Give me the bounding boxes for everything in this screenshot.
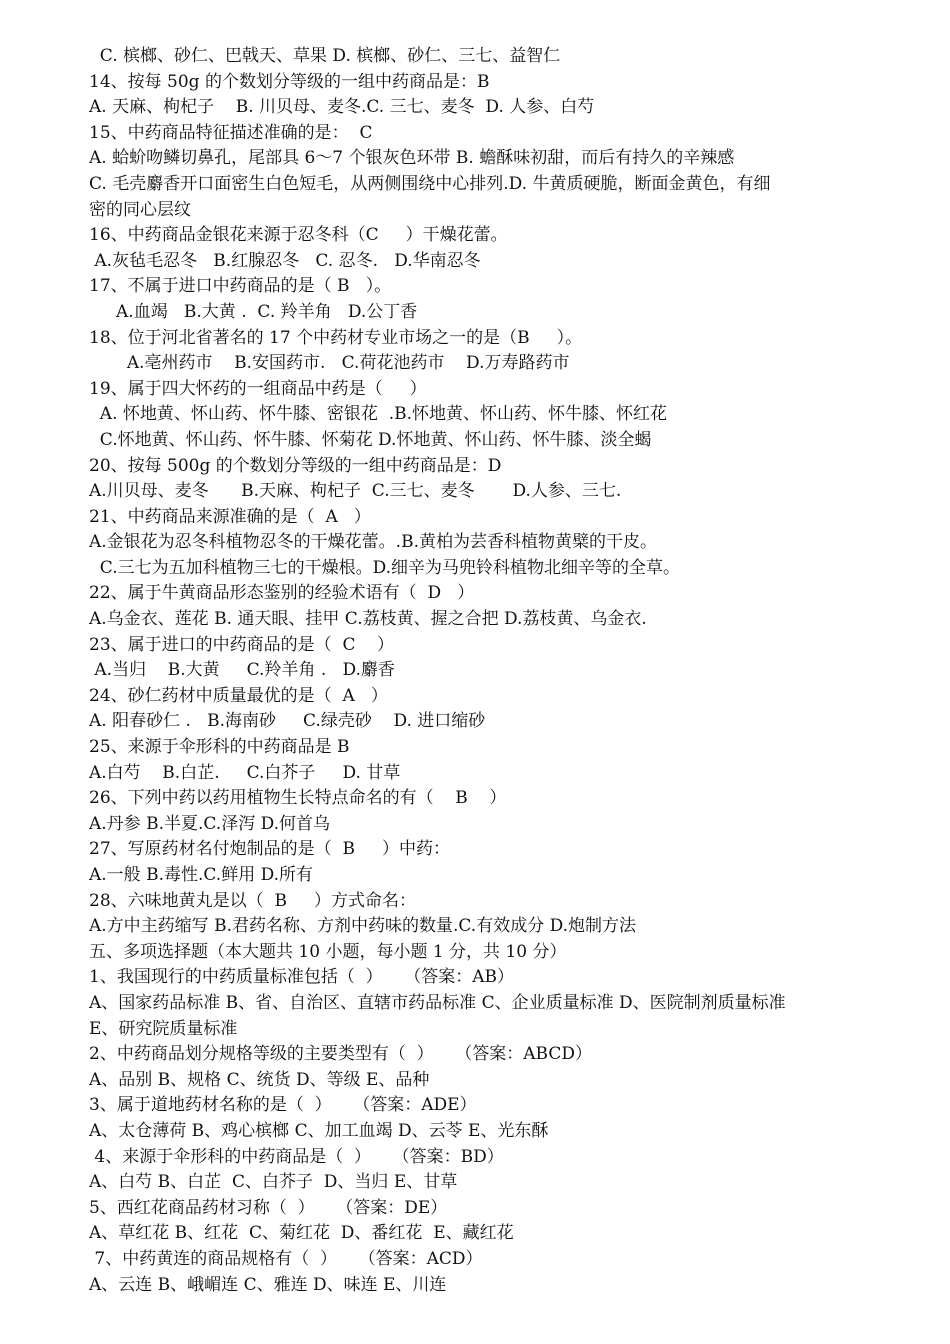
text-line: A、国家药品标准 B、省、自治区、直辖市药品标准 C、企业质量标准 D、医院制剂质量标准 — [89, 992, 786, 1013]
text-line: 5、西红花商品药材习称（ ） （答案：DE） — [89, 1197, 448, 1218]
text-line: 27、写原药材名付炮制品的是（ B ）中药： — [89, 839, 450, 860]
text-line: A.金银花为忍冬科植物忍冬的干燥花蕾。.B.黄柏为芸香科植物黄檗的干皮。 — [89, 532, 657, 553]
text-line: 21、中药商品来源准确的是（ A ） — [89, 506, 371, 527]
text-line: A.灰毡毛忍冬 B.红腺忍冬 C. 忍冬. D.华南忍冬 — [89, 250, 481, 271]
text-line: E、研究院质量标准 — [89, 1018, 238, 1039]
text-line: C. 槟榔、砂仁、巴戟天、草果 D. 槟榔、砂仁、三七、益智仁 — [89, 46, 561, 66]
document-body — [89, 44, 869, 1298]
text-line: 15、中药商品特征描述准确的是： C — [89, 122, 373, 143]
text-line: 23、属于进口的中药商品的是（ C ） — [89, 634, 395, 655]
text-line: 2、中药商品划分规格等级的主要类型有（ ） （答案：ABCD） — [89, 1044, 592, 1065]
text-line: C.三七为五加科植物三七的干燥根。D.细辛为马兜铃科植物北细辛等的全草。 — [89, 557, 681, 578]
text-line: 14、按每 50g 的个数划分等级的一组中药商品是：B — [89, 71, 490, 92]
text-line: 24、砂仁药材中质量最优的是（ A ） — [89, 685, 388, 706]
text-line: A. 天麻、枸杞子 B. 川贝母、麦冬.C. 三七、麦冬 D. 人参、白芍 — [89, 97, 595, 118]
text-line: A. 怀地黄、怀山药、怀牛膝、密银花 .B.怀地黄、怀山药、怀牛膝、怀红花 — [89, 404, 667, 425]
text-line: A.当归 B.大黄 C.羚羊角 . D.麝香 — [89, 660, 395, 681]
text-line: A.方中主药缩写 B.君药名称、方剂中药味的数量.C.有效成分 D.炮制方法 — [89, 916, 637, 937]
text-line: 7、中药黄连的商品规格有（ ） （答案：ACD） — [89, 1248, 483, 1269]
text-line: 4、来源于伞形科的中药商品是（ ） （答案：BD） — [89, 1146, 504, 1167]
text-line: 28、六味地黄丸是以（ B ）方式命名： — [89, 890, 416, 911]
text-line: A.川贝母、麦冬 B.天麻、枸杞子 C.三七、麦冬 D.人参、三七. — [89, 481, 622, 502]
text-line: A.白芍 B.白芷. C.白芥子 D. 甘草 — [89, 762, 401, 783]
text-line: 25、来源于伞形科的中药商品是 B — [89, 737, 350, 758]
text-line: 3、属于道地药材名称的是（ ） （答案：ADE） — [89, 1095, 477, 1116]
text-line: 17、不属于进口中药商品的是（ B ）。 — [89, 276, 392, 297]
text-line: A、云连 B、峨嵋连 C、雅连 D、味连 E、川连 — [89, 1274, 447, 1295]
text-line: A.血竭 B.大黄 . C. 羚羊角 D.公丁香 — [89, 301, 418, 322]
text-line: C. 毛壳麝香开口面密生白色短毛，从两侧围绕中心排列.D. 牛黄质硬脆，断面金黄色，有细 — [89, 173, 771, 194]
text-line: 五、多项选择题（本大题共 10 小题，每小题 1 分，共 10 分） — [89, 941, 567, 962]
text-line: C.怀地黄、怀山药、怀牛膝、怀菊花 D.怀地黄、怀山药、怀牛膝、淡全蝎 — [89, 429, 652, 450]
text-line: 1、我国现行的中药质量标准包括（ ） （答案：AB） — [89, 967, 515, 988]
text-line: 26、下列中药以药用植物生长特点命名的有（ B ） — [89, 788, 507, 809]
text-line: A.亳州药市 B.安国药市. C.荷花池药市 D.万寿路药市 — [89, 353, 570, 374]
text-line: A. 阳春砂仁 . B.海南砂 C.绿壳砂 D. 进口缩砂 — [89, 711, 486, 732]
text-line: 19、属于四大怀药的一组商品中药是（ ） — [89, 378, 427, 399]
text-line: 16、中药商品金银花来源于忍冬科（C ）干燥花蕾。 — [89, 225, 508, 246]
text-line: A.丹参 B.半夏.C.泽泻 D.何首乌 — [89, 813, 331, 834]
text-line: 18、位于河北省著名的 17 个中药材专业市场之一的是（B ）。 — [89, 327, 583, 348]
text-line: A.乌金衣、莲花 B. 通天眼、挂甲 C.荔枝黄、握之合把 D.荔枝黄、乌金衣. — [89, 609, 647, 630]
text-line: A、太仓薄荷 B、鸡心槟榔 C、加工血竭 D、云苓 E、光东酥 — [89, 1120, 549, 1141]
text-line: 22、属于牛黄商品形态鉴别的经验术语有（ D ） — [89, 583, 475, 604]
text-line: A. 蛤蚧吻鳞切鼻孔，尾部具 6～7 个银灰色环带 B. 蟾酥味初甜，而后有持久的辛辣感 — [89, 148, 735, 169]
text-line: 密的同心层纹 — [89, 199, 191, 220]
text-line: A、品别 B、规格 C、统货 D、等级 E、品种 — [89, 1069, 430, 1090]
text-line: 20、按每 500g 的个数划分等级的一组中药商品是：D — [89, 455, 502, 476]
text-line: A.一般 B.毒性.C.鲜用 D.所有 — [89, 865, 314, 885]
text-line: A、白芍 B、白芷 C、白芥子 D、当归 E、甘草 — [89, 1172, 458, 1193]
text-line: A、草红花 B、红花 C、菊红花 D、番红花 E、藏红花 — [89, 1223, 514, 1244]
